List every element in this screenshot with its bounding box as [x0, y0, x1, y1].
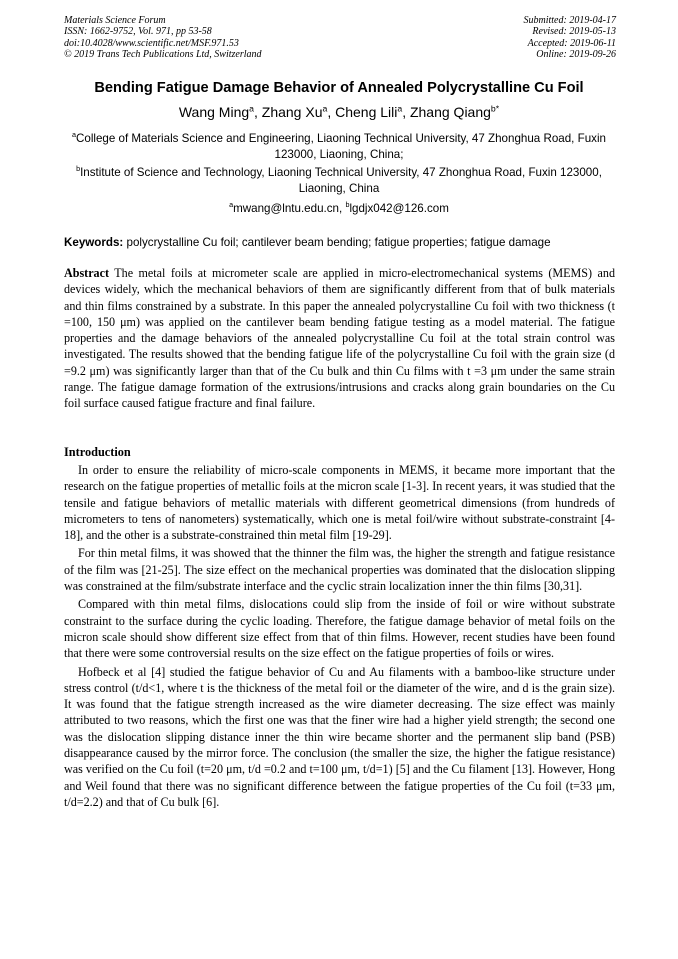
journal-info [64, 15, 262, 61]
journal-name: Materials Science Forum [64, 15, 166, 26]
paragraph: Compared with thin metal films, dislocations could slip from the inside of foil or wire without substrate constraint to the surface during the cyclic loading. Therefore, the fatigue damage behavior of metal foils on the micron scale should show different size effect from that of thin films. However, recent studies have been found that there were some controversial results on the size effect on the fatigue properties of foils or wires. [64, 597, 615, 661]
email-link[interactable]: mwang@lntu.edu.cn, [233, 202, 346, 215]
online-date: Online: 2019-09-26 [536, 49, 616, 61]
abstract [64, 265, 615, 412]
paper-title: Bending Fatigue Damage Behavior of Annealed Polycrystalline Cu Foil [94, 80, 584, 96]
section-heading: Introduction [64, 445, 131, 459]
accepted-date: Accepted: 2019-06-11 [527, 37, 616, 49]
keywords-label: Keywords: [64, 236, 124, 249]
affiliation-b [64, 165, 614, 197]
journal-copyright: © 2019 Trans Tech Publications Ltd, Switzerland [64, 49, 262, 61]
email-link[interactable]: lgdjx042@126.com [349, 202, 449, 215]
affiliation-text: College of Materials Science and Engineering, Liaoning Technical University, 47 Zhonghua Road, Fuxin 123000, Liaoning, China; [76, 132, 606, 161]
author-list [0, 104, 678, 120]
paragraph: In order to ensure the reliability of micro-scale components in MEMS, it became more important that the research on the fatigue properties of metallic foils at the micron scale [1-3]. In recent years, it was studied that the tensile and fatigue behaviors of metallic materials with different geometrical dimensions (from hundreds of micrometers to tens of nanometers) systematically, which one is metal foil/wire without substrate-constraint [4-18], and the other is a substrate-constrained thin metal film [19-29]. [64, 463, 615, 543]
author-separator: , [402, 104, 410, 120]
email-mark: a [229, 200, 234, 210]
affiliation-mark: b [76, 164, 81, 174]
author-separator: , [327, 104, 336, 120]
publication-dates [524, 15, 617, 61]
revised-date: Revised: 2019-05-13 [532, 26, 616, 38]
keywords-text: polycrystalline Cu foil; cantilever beam bending; fatigue properties; fatigue damage [123, 236, 551, 249]
author-emails [64, 201, 614, 217]
abstract-label: Abstract [64, 266, 110, 280]
author-separator: , [253, 104, 262, 120]
author-name: Zhang Qiang [409, 104, 491, 120]
paragraph: For thin metal films, it was showed that the thinner the film was, the higher the strength and fatigue resistance of the film was [21-25]. The size effect on the mechanical properties was dominated that the dislocation slipping was constrained at the film/substrate interface and the cyclic strain localization inner the thin films [30,31]. [64, 546, 615, 594]
author-affiliation-mark: a [249, 103, 254, 114]
introduction-body [64, 462, 615, 812]
journal-doi[interactable]: doi:10.4028/www.scientific.net/MSF.971.53 [64, 37, 239, 49]
author-name: Wang Ming [178, 104, 250, 120]
author-name: Cheng Lili [335, 104, 398, 120]
journal-issn: ISSN: 1662-9752, Vol. 971, pp 53-58 [64, 26, 212, 38]
affiliation-text: Institute of Science and Technology, Liaoning Technical University, 47 Zhonghua Road, Fuxin 123000, Liaoning, China [80, 166, 602, 195]
author-affiliation-mark: a [397, 103, 403, 114]
abstract-text: The metal foils at micrometer scale are applied in micro-electromechanical systems (MEMS) and devices widely, which the mechanical behaviors of them are significantly different from that of bulk materials and thin films constrained by a substrate. In this paper the annealed polycrystalline Cu foil with two thickness (t =100, 150 μm) was applied on the cantilever beam bending fatigue testing as a model material. The fatigue properties and the damage behaviors of the annealed polycrystalline Cu foil at the total strain control was investigated. The results showed that the bending fatigue life of the polycrystalline Cu foil with the grain size (d =9.2 μm) was significantly larger than that of the Cu bulk and thin Cu films with t =3 μm under the same strain range. The fatigue damage formation of the extrusions/intrusions and cracks along grain boundaries on the Cu foil surface caused fatigue fracture and final failure. [64, 266, 615, 411]
affiliation-a [64, 131, 614, 163]
author-affiliation-mark: b* [490, 103, 500, 114]
author-name: Zhang Xu [261, 104, 323, 120]
email-mark: b [345, 200, 350, 210]
affiliation-mark: a [72, 130, 76, 140]
keywords [64, 236, 619, 249]
author-affiliation-mark: a [322, 103, 328, 114]
paragraph: Hofbeck et al [4] studied the fatigue behavior of Cu and Au filaments with a bamboo-like structure under stress control (t/d<1, where t is the thickness of the metal foil or the diameter of the wire, and d is the grain size). It was found that the fatigue strength increased as the wire diameter decreasing. The size effect was mainly attributed to two reasons, which the first one was that the finer wire had a higher yield strength; the second one was the dislocation slipping distance inner the thin wire became shorter and the permanent slip band (PSB) disappearance caused by the mirror force. The conclusion (the smaller the size, the higher the fatigue resistance) was verified on the Cu foil (t=20 μm, t/d =0.2 and t=100 μm, t/d=1) [5] and the Cu filament [13]. However, Hong and Weil found that there was no significant difference between the fatigue properties of the Cu foil (t=33 μm, t/d=2.2) and that of Cu bulk [6]. [64, 664, 615, 809]
submitted-date: Submitted: 2019-04-17 [523, 15, 616, 26]
